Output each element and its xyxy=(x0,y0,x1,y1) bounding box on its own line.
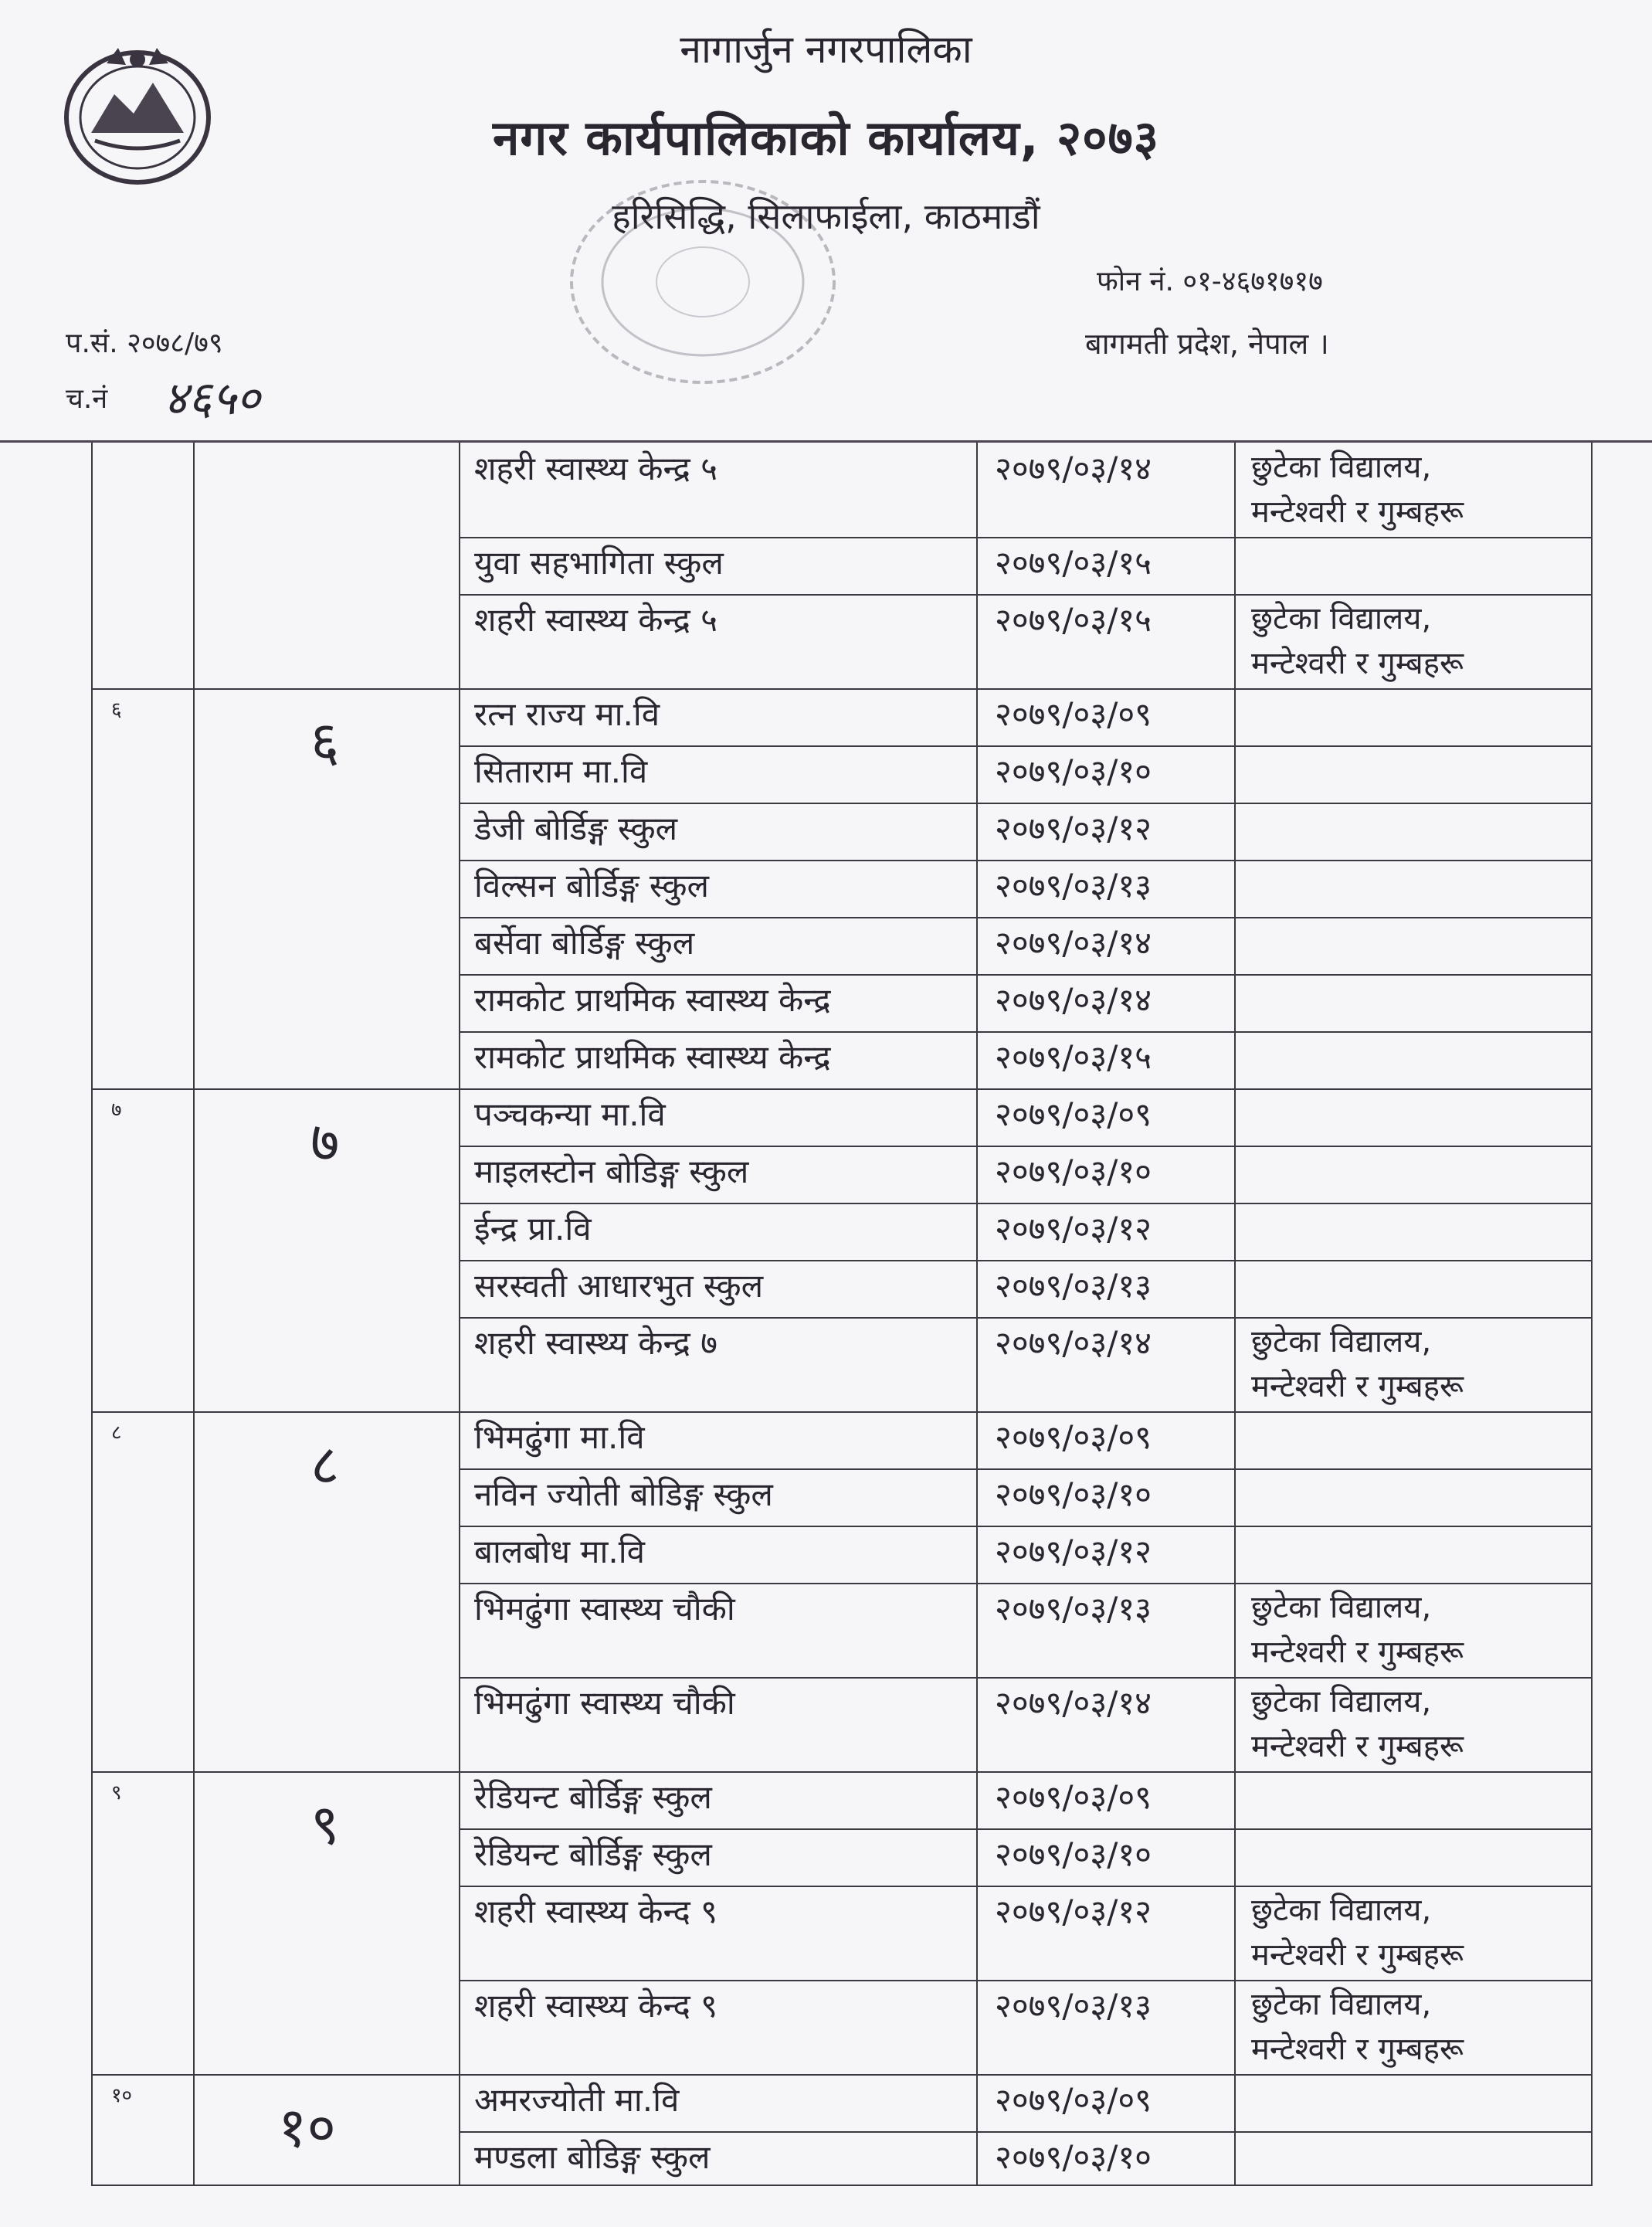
dispatch-number-handwritten: ४६५० xyxy=(164,372,260,426)
phone-number: फोन नं. ०१-४६७१७१७ xyxy=(1097,266,1323,297)
schedule-date: २०७९/०३/१० xyxy=(995,752,1152,790)
ward-number-small: १० xyxy=(111,2084,133,2107)
schedule-date: २०७९/०३/१३ xyxy=(995,1267,1152,1305)
place-name: पञ्चकन्या मा.वि xyxy=(474,1095,666,1133)
place-name: बर्सेवा बोर्डिङ्ग स्कुल xyxy=(474,924,695,962)
remarks-line: मन्टेश्वरी र गुम्बहरू xyxy=(1251,1635,1464,1670)
ward-number-small: ६ xyxy=(111,698,122,721)
office-title: नगर कार्यपालिकाको कार्यालय, २०७३ xyxy=(493,110,1159,166)
place-name: रेडियन्ट बोर्डिङ्ग स्कुल xyxy=(474,1835,712,1873)
remarks-line: छुटेका विद्यालय, xyxy=(1251,1324,1432,1360)
schedule-date: २०७९/०३/१४ xyxy=(995,1684,1152,1722)
schedule-date: २०७९/०३/१० xyxy=(995,1835,1152,1873)
office-address: हरिसिद्धि, सिलाफाईला, काठमाडौं xyxy=(612,195,1040,237)
remarks-line: छुटेका विद्यालय, xyxy=(1251,1893,1432,1928)
column-divider xyxy=(193,443,195,2185)
schedule-table xyxy=(91,443,1593,2186)
schedule-date: २०७९/०३/१३ xyxy=(995,1987,1152,2025)
place-name: मण्डला बोडिङ्ग स्कुल xyxy=(474,2138,711,2176)
place-name: रेडियन्ट बोर्डिङ्ग स्कुल xyxy=(474,1778,712,1816)
place-name: शहरी स्वास्थ्य केन्द्र ७ xyxy=(474,1324,717,1362)
schedule-date: २०७९/०३/१३ xyxy=(995,1590,1152,1628)
place-name: रत्न राज्य मा.वि xyxy=(474,695,660,733)
place-name: अमरज्योती मा.वि xyxy=(474,2081,680,2119)
schedule-date: २०७९/०३/१० xyxy=(995,1153,1152,1190)
schedule-date: २०७९/०३/०९ xyxy=(995,1095,1152,1133)
remarks-line: मन्टेश्वरी र गुम्बहरू xyxy=(1251,2032,1464,2067)
schedule-date: २०७९/०३/१२ xyxy=(995,810,1152,847)
schedule-date: २०७९/०३/१३ xyxy=(995,867,1152,905)
column-divider xyxy=(459,443,460,2185)
schedule-date: २०७९/०३/१२ xyxy=(995,1210,1152,1248)
remarks-line: मन्टेश्वरी र गुम्बहरू xyxy=(1251,494,1464,530)
column-divider xyxy=(1234,443,1236,2185)
place-name: विल्सन बोर्डिङ्ग स्कुल xyxy=(474,867,709,905)
row-divider xyxy=(93,1088,1591,1090)
province-label: बागमती प्रदेश, नेपाल । xyxy=(1085,327,1329,361)
ward-number-handwritten: ७ xyxy=(310,1109,340,1174)
place-name: शहरी स्वास्थ्य केन्द्र ५ xyxy=(474,601,717,639)
remarks-line: मन्टेश्वरी र गुम्बहरू xyxy=(1251,1369,1464,1404)
schedule-date: २०७९/०३/१४ xyxy=(995,924,1152,962)
schedule-date: २०७९/०३/१२ xyxy=(995,1533,1152,1570)
remarks-line: छुटेका विद्यालय, xyxy=(1251,1987,1432,2022)
remarks-line: छुटेका विद्यालय, xyxy=(1251,1590,1432,1625)
place-name: युवा सहभागिता स्कुल xyxy=(474,544,724,582)
row-divider xyxy=(93,688,1591,690)
row-divider xyxy=(93,1411,1591,1413)
schedule-date: २०७९/०३/०९ xyxy=(995,1778,1152,1816)
schedule-date: २०७९/०३/१४ xyxy=(995,981,1152,1019)
remarks-line: मन्टेश्वरी र गुम्बहरू xyxy=(1251,646,1464,681)
ward-number-small: ७ xyxy=(111,1098,122,1122)
place-name: भिमढुंगा स्वास्थ्य चौकी xyxy=(474,1590,735,1628)
place-name: ईन्द्र प्रा.वि xyxy=(474,1210,592,1248)
place-name: भिमढुंगा स्वास्थ्य चौकी xyxy=(474,1684,735,1722)
place-name: रामकोट प्राथमिक स्वास्थ्य केन्द्र xyxy=(474,1038,831,1076)
place-name: बालबोध मा.वि xyxy=(474,1533,645,1570)
place-name: भिमढुंगा मा.वि xyxy=(474,1418,645,1456)
place-name: शहरी स्वास्थ्य केन्द्र ५ xyxy=(474,450,717,487)
remarks-line: छुटेका विद्यालय, xyxy=(1251,450,1432,485)
municipality-name: नागार्जुन नगरपालिका xyxy=(680,27,972,72)
place-name: डेजी बोर्डिङ्ग स्कुल xyxy=(474,810,678,847)
place-name: माइलस्टोन बोडिङ्ग स्कुल xyxy=(474,1153,749,1190)
row-divider xyxy=(93,1771,1591,1773)
remarks-line: छुटेका विद्यालय, xyxy=(1251,1684,1432,1719)
place-name: सिताराम मा.वि xyxy=(474,752,648,790)
place-name: रामकोट प्राथमिक स्वास्थ्य केन्द्र xyxy=(474,981,831,1019)
ward-number-handwritten: ८ xyxy=(310,1432,340,1497)
ward-number-small: ८ xyxy=(111,1421,122,1444)
schedule-date: २०७९/०३/१५ xyxy=(995,544,1152,582)
row-divider xyxy=(93,2074,1591,2076)
schedule-date: २०७९/०३/१२ xyxy=(995,1893,1152,1930)
remarks-line: मन्टेश्वरी र गुम्बहरू xyxy=(1251,1937,1464,1973)
column-divider xyxy=(976,443,978,2185)
ward-number-handwritten: ९ xyxy=(310,1792,340,1857)
place-name: नविन ज्योती बोडिङ्ग स्कुल xyxy=(474,1475,773,1513)
remarks-line: मन्टेश्वरी र गुम्बहरू xyxy=(1251,1729,1464,1764)
schedule-date: २०७९/०३/१५ xyxy=(995,1038,1152,1076)
ward-number-handwritten: ६ xyxy=(310,709,340,774)
schedule-date: २०७९/०३/१५ xyxy=(995,601,1152,639)
schedule-date: २०७९/०३/१४ xyxy=(995,450,1152,487)
ward-number-handwritten: १० xyxy=(278,2095,336,2160)
ward-number-small: ९ xyxy=(111,1781,122,1804)
remarks-line: छुटेका विद्यालय, xyxy=(1251,601,1432,637)
schedule-date: २०७९/०३/०९ xyxy=(995,695,1152,733)
schedule-date: २०७९/०३/०९ xyxy=(995,1418,1152,1456)
schedule-date: २०७९/०३/०९ xyxy=(995,2081,1152,2119)
reference-number: प.सं. २०७८/७९ xyxy=(66,328,223,359)
place-name: शहरी स्वास्थ्य केन्द ९ xyxy=(474,1987,717,2025)
place-name: सरस्वती आधारभुत स्कुल xyxy=(474,1267,764,1305)
schedule-date: २०७९/०३/१४ xyxy=(995,1324,1152,1362)
schedule-date: २०७९/०३/१० xyxy=(995,1475,1152,1513)
place-name: शहरी स्वास्थ्य केन्द ९ xyxy=(474,1893,717,1930)
dispatch-label: च.नं xyxy=(66,383,108,415)
schedule-date: २०७९/०३/१० xyxy=(995,2138,1152,2176)
